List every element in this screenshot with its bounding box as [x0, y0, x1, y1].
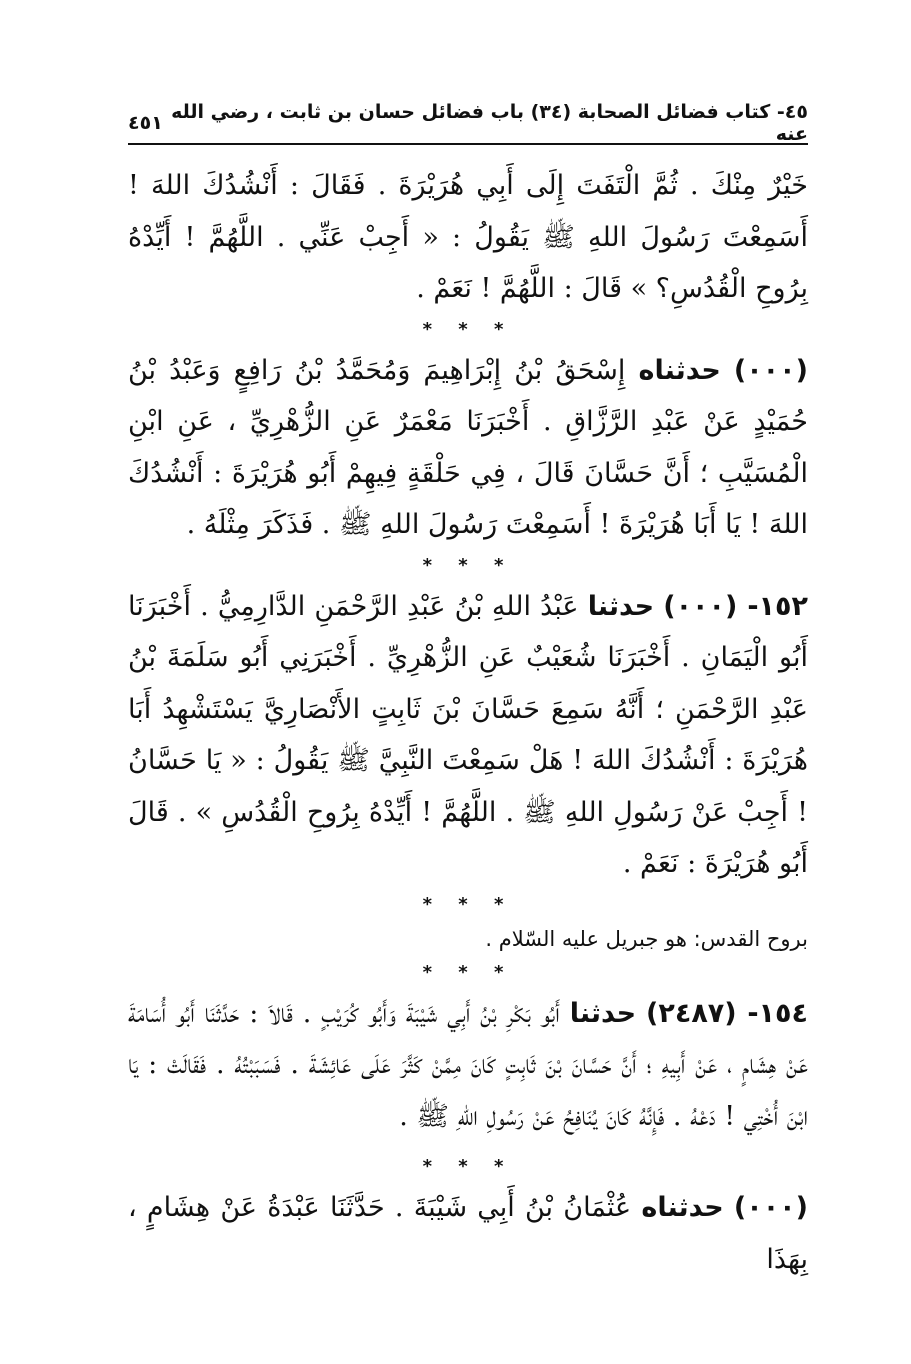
hadith-paragraph: [128, 345, 808, 551]
header-rule: [128, 143, 808, 145]
section-separator: * * *: [422, 961, 514, 983]
hadith-text: إِسْحَقُ بْنُ إِبْرَاهِيمَ وَمُحَمَّدُ بْنُ رَافِعٍ وَعَبْدُ بْنُ حُمَيْدٍ عَنْ عَبْدِ الرَّزَّاقِ . أَخْبَرَنَا مَعْمَرٌ عَنِ الزُّهْرِيِّ ، عَنِ ابْنِ الْمُسَيَّبِ ؛ أَنَّ حَسَّانَ قَالَ ، فِي حَلْقَةٍ فِيهِمْ أَبُو هُرَيْرَةَ : أَنْشُدُكَ اللهَ ! يَا أَبَا هُرَيْرَةَ ! أَسَمِعْتَ رَسُولَ اللهِ ﷺ . فَذَكَرَ مِثْلَهُ .: [128, 354, 808, 540]
section-separator: * * *: [422, 554, 514, 576]
hadith-text: عَبْدُ اللهِ بْنُ عَبْدِ الرَّحْمَنِ الدَّارِمِيُّ . أَخْبَرَنَا أَبُو الْيَمَانِ . أَخْبَرَنَا شُعَيْبٌ عَنِ الزُّهْرِيِّ . أَخْبَرَنِي أَبُو سَلَمَةَ بْنُ عَبْدِ الرَّحْمَنِ ؛ أَنَّهُ سَمِعَ حَسَّانَ بْنَ ثَابِتٍ الأَنْصَارِيَّ يَسْتَشْهِدُ أَبَا هُرَيْرَةَ : أَنْشُدُكَ اللهَ ! هَلْ سَمِعْتَ النَّبِيَّ ﷺ يَقُولُ : « يَا حَسَّانُ ! أَجِبْ عَنْ رَسُولِ اللهِ ﷺ . اللَّهُمَّ ! أَيِّدْهُ بِرُوحِ الْقُدُسِ » . قَالَ أَبُو هُرَيْرَةَ : نَعَمْ .: [128, 590, 808, 879]
hadith-number: (٠٠٠): [733, 354, 808, 386]
hadith-text: أَبُو بَكْرِ بْنُ أَبِي شَيْبَةَ وَأَبُو كُرَيْبٍ . قَالاَ : حَدَّثَنَا أَبُو أُسَامَةَ عَنْ هِشَامٍ ، عَنْ أَبِيهِ ؛ أَنَّ حَسَّانَ بْنَ ثَابِتٍ كَانَ مِمَّنْ كَثَّرَ عَلَى عَائِشَةَ . فَسَبَبْتُهُ . فَقَالَتْ : يَا ابْنَ أُخْتِي ! دَعْهُ . فَإِنَّهُ كَانَ يُنَافِحُ عَنْ رَسُولِ اللهِ ﷺ .: [128, 997, 808, 1132]
running-header: [128, 101, 808, 145]
hadith-lead: حدثنا: [569, 997, 637, 1029]
hadith-paragraph: [128, 988, 808, 1143]
hadith-paragraph: [128, 581, 808, 890]
header-title: ٤٥- كتاب فضائل الصحابة (٣٤) باب فضائل حسان بن ثابت ، رضي الله عنه: [171, 101, 808, 145]
spacer: [128, 1142, 808, 1152]
paragraph-continuation: خَيْرٌ مِنْكَ . ثُمَّ الْتَفَتَ إِلَى أَبِي هُرَيْرَةَ . فَقَالَ : أَنْشُدُكَ اللهَ ! أَسَمِعْتَ رَسُولَ اللهِ ﷺ يَقُولُ : « أَجِبْ عَنِّي . اللَّهُمَّ ! أَيِّدْهُ بِرُوحِ الْقُدُسِ؟ » قَالَ : اللَّهُمَّ ! نَعَمْ .: [128, 170, 808, 304]
hadith-lead: حدثناه: [638, 354, 721, 386]
hadith-lead: حدثنا: [587, 590, 655, 622]
section-separator: * * *: [422, 1156, 514, 1177]
hadith-text: عُثْمَانُ بْنُ أَبِي شَيْبَةَ . حَدَّثَنَا عَبْدَةُ عَنْ هِشَامٍ ، بِهَذَا: [128, 1192, 808, 1275]
footnote: بروح القدس: هو جبريل عليه السّلام .: [485, 926, 808, 951]
hadith-number: ١٥٢- (٠٠٠): [663, 590, 808, 622]
page-body: [128, 160, 808, 1285]
hadith-paragraph: [128, 1182, 808, 1285]
hadith-number: ١٥٤- (٢٤٨٧): [646, 997, 808, 1029]
page-number: ٤٥١: [128, 112, 163, 134]
section-separator: * * *: [422, 318, 514, 340]
section-separator: * * *: [422, 893, 514, 915]
hadith-lead: حدثناه: [641, 1192, 724, 1223]
hadith-number: (٠٠٠): [733, 1192, 809, 1223]
